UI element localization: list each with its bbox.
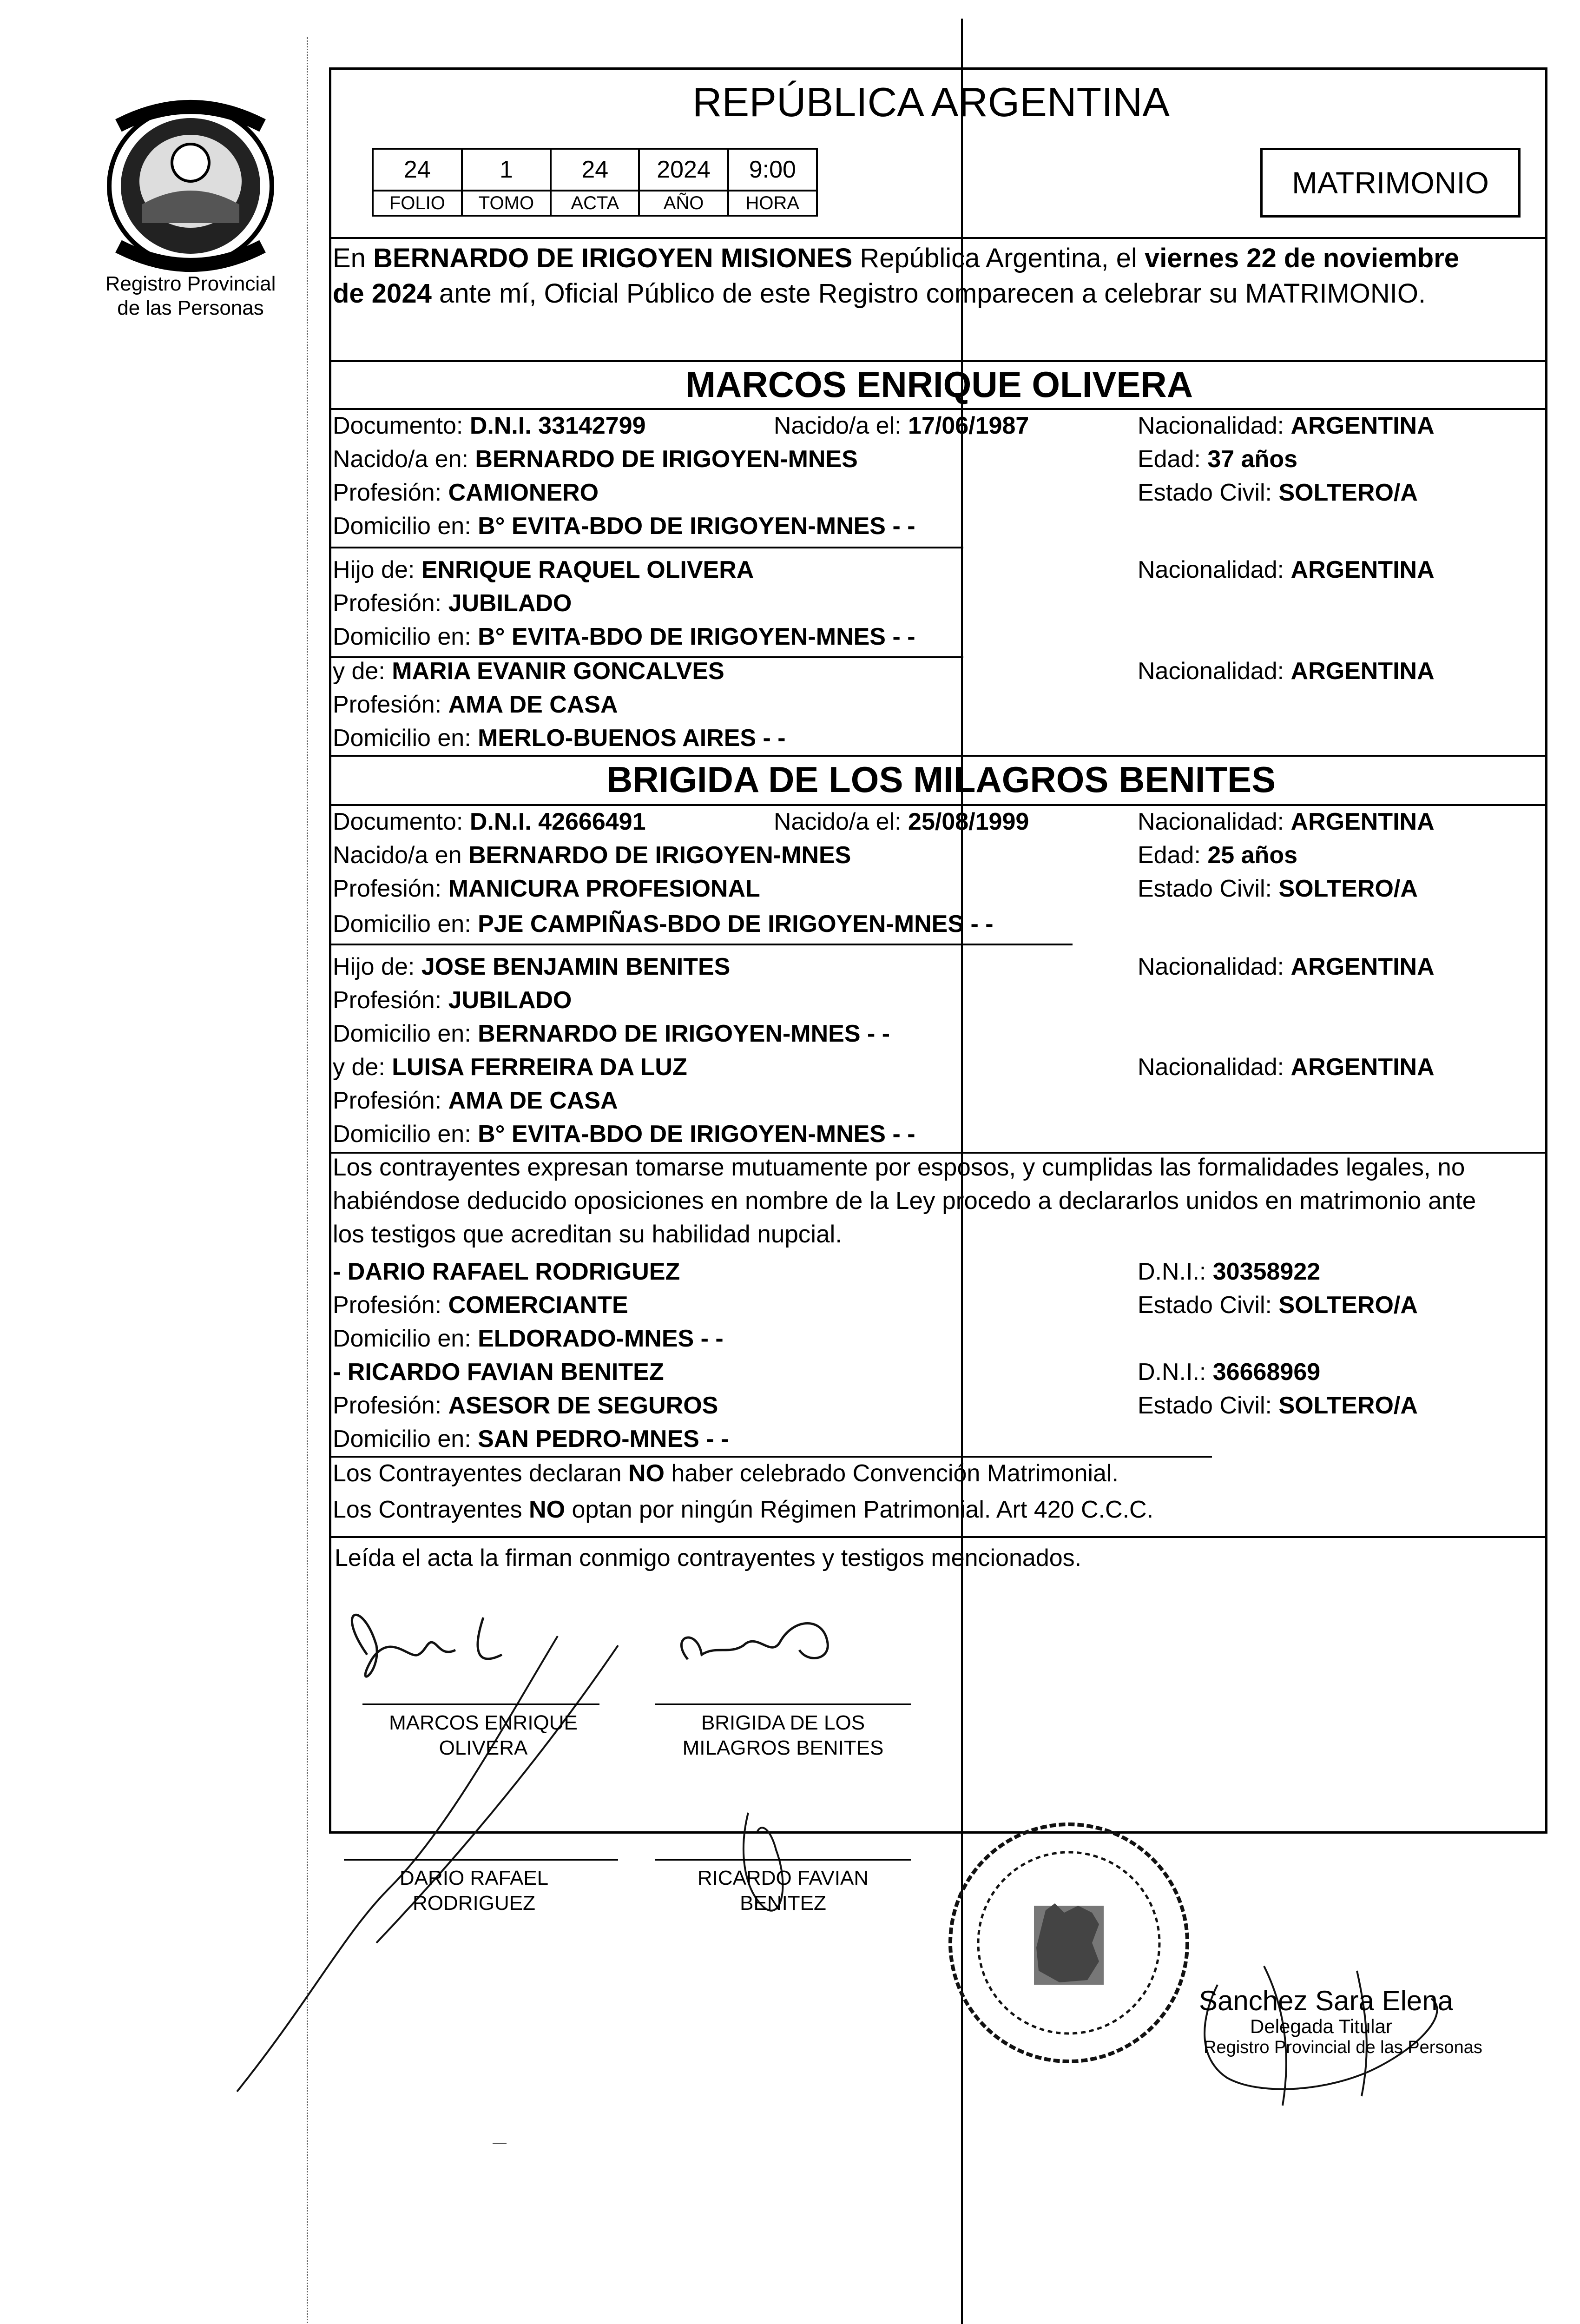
official-stamp-icon [939, 1813, 1199, 2073]
anio-caption: AÑO [639, 191, 728, 216]
witness1-address: Domicilio en: ELDORADO-MNES - - [333, 1325, 724, 1352]
witness1-civil-status: Estado Civil: SOLTERO/A [1138, 1292, 1418, 1319]
country-title: REPÚBLICA ARGENTINA [692, 79, 1170, 125]
c2-civil-status: Estado Civil: SOLTERO/A [1138, 875, 1418, 902]
c2-mother-profession: Profesión: AMA DE CASA [333, 1087, 618, 1114]
c1-nationality: Nacionalidad: ARGENTINA [1138, 412, 1435, 439]
sig-ricardo-caption: RICARDO FAVIAN BENITEZ [697, 1867, 869, 1915]
witness1-name: - DARIO RAFAEL RODRIGUEZ [333, 1258, 680, 1285]
c1-father-address: Domicilio en: B° EVITA-BDO DE IRIGOYEN-MNES - - [333, 623, 915, 650]
acta-caption: ACTA [551, 191, 639, 216]
convention-divider [329, 1456, 1212, 1458]
contrayente2-name: BRIGIDA DE LOS MILAGROS BENITES [606, 759, 1276, 800]
official-role: Delegada Titular [1250, 2015, 1392, 2037]
c1-father-nationality: Nacionalidad: ARGENTINA [1138, 556, 1435, 583]
c2-document: Documento: D.N.I. 42666491 [333, 808, 646, 835]
sig-dario-caption: DARIO RAFAEL RODRIGUEZ [399, 1867, 549, 1915]
c1-civil-status: Estado Civil: SOLTERO/A [1138, 479, 1418, 506]
tomo-value: 1 [462, 149, 551, 191]
c1-birthplace: Nacido/a en: BERNARDO DE IRIGOYEN-MNES [333, 446, 858, 473]
sig-brigida-caption: BRIGIDA DE LOS MILAGROS BENITES [682, 1711, 884, 1759]
intro-year: de 2024 [333, 278, 432, 309]
declaration-line-1: Los contrayentes expresan tomarse mutuamente por esposos, y cumplidas las formalidades legales, no [333, 1154, 1465, 1181]
anio-value: 2024 [639, 149, 728, 191]
intro-date: viernes 22 de noviembre [1145, 243, 1460, 273]
declaration-line-3: los testigos que acreditan su habilidad nupcial. [333, 1221, 843, 1248]
doc-type-label: MATRIMONIO [1291, 165, 1489, 200]
c2-father-address: Domicilio en: BERNARDO DE IRIGOYEN-MNES - - [333, 1020, 890, 1047]
c1-address: Domicilio en: B° EVITA-BDO DE IRIGOYEN-MNES - - [333, 513, 915, 540]
witness1-profession: Profesión: COMERCIANTE [333, 1292, 628, 1319]
registry-logo [91, 98, 290, 274]
footer-dash [493, 2143, 507, 2144]
signature-brigida [681, 1624, 828, 1660]
hora-caption: HORA [728, 191, 817, 216]
c1-father-profession: Profesión: JUBILADO [333, 590, 572, 617]
signature-marcos [352, 1615, 455, 1677]
c2-age: Edad: 25 años [1138, 842, 1297, 869]
acta-value: 24 [551, 149, 639, 191]
contrayente2-divider [329, 804, 1547, 806]
official-name: Sanchez Sara Elena [1199, 1985, 1454, 2016]
c1-age: Edad: 37 años [1138, 446, 1297, 473]
c1-profession: Profesión: CAMIONERO [333, 479, 599, 506]
c2-birthplace: Nacido/a en BERNARDO DE IRIGOYEN-MNES [333, 842, 851, 869]
c1-father: Hijo de: ENRIQUE RAQUEL OLIVERA [333, 556, 754, 583]
witness2-dni: D.N.I.: 36668969 [1138, 1359, 1321, 1386]
c1-mother-nationality: Nacionalidad: ARGENTINA [1138, 658, 1435, 685]
c2-father: Hijo de: JOSE BENJAMIN BENITES [333, 953, 731, 980]
doc-type-box [1260, 148, 1521, 218]
c2-birth-date: Nacido/a el: 25/08/1999 [774, 808, 1029, 835]
c2-mother: y de: LUISA FERREIRA DA LUZ [333, 1054, 687, 1081]
witness2-profession: Profesión: ASESOR DE SEGUROS [333, 1392, 718, 1419]
c2-father-profession: Profesión: JUBILADO [333, 987, 572, 1014]
c1-birth-date: Nacido/a el: 17/06/1987 [774, 412, 1029, 439]
signature-strokes [223, 1590, 920, 2115]
c1-document: Documento: D.N.I. 33142799 [333, 412, 646, 439]
c1-mother-profession: Profesión: AMA DE CASA [333, 691, 618, 718]
record-table [372, 148, 818, 217]
witness1-dni: D.N.I.: 30358922 [1138, 1258, 1321, 1285]
c1-mother: y de: MARIA EVANIR GONCALVES [333, 658, 724, 685]
registry-name [74, 272, 307, 320]
closing-divider [329, 1536, 1547, 1538]
convention-line-2: Los Contrayentes NO optan por ningún Régimen Patrimonial. Art 420 C.C.C. [333, 1496, 1154, 1523]
contrayente1-divider [329, 408, 1547, 410]
c2-father-nationality: Nacionalidad: ARGENTINA [1138, 953, 1435, 980]
intro-divider [329, 360, 1547, 362]
contrayente1-name: MARCOS ENRIQUE OLIVERA [685, 364, 1193, 405]
hora-value: 9:00 [728, 149, 817, 191]
tomo-caption: TOMO [462, 191, 551, 216]
witness2-civil-status: Estado Civil: SOLTERO/A [1138, 1392, 1418, 1419]
header-divider [329, 237, 1547, 239]
c1-mother-address: Domicilio en: MERLO-BUENOS AIRES - - [333, 725, 786, 752]
closing-text: Leída el acta la firman conmigo contrayentes y testigos mencionados. [335, 1545, 1082, 1571]
provincial-seal-icon [91, 98, 290, 274]
signature-marcos-flourish [478, 1618, 502, 1659]
c2-address: Domicilio en: PJE CAMPIÑAS-BDO DE IRIGOYEN-MNES - - [333, 911, 994, 938]
c2-mother-nationality: Nacionalidad: ARGENTINA [1138, 1054, 1435, 1081]
folio-value: 24 [373, 149, 462, 191]
witness2-address: Domicilio en: SAN PEDRO-MNES - - [333, 1426, 729, 1452]
declaration-line-2: habiéndose deducido oposiciones en nombre de la Ley procedo a declararlos unidos en matrimonio ante [333, 1187, 1476, 1215]
intro-line-1: En BERNARDO DE IRIGOYEN MISIONES República Argentina, el viernes 22 de noviembre [333, 243, 1460, 273]
official-org: Registro Provincial de las Personas [1204, 2038, 1482, 2057]
intro-line-2: de 2024 ante mí, Oficial Público de este Registro comparecen a celebrar su MATRIMONIO. [333, 278, 1426, 309]
intro-place: BERNARDO DE IRIGOYEN MISIONES [373, 243, 853, 273]
sig-marcos-caption: MARCOS ENRIQUE OLIVERA [389, 1711, 578, 1759]
c2-profession: Profesión: MANICURA PROFESIONAL [333, 875, 760, 902]
c2-nationality: Nacionalidad: ARGENTINA [1138, 808, 1435, 835]
registry-name-line1: Registro Provincial [105, 272, 276, 295]
contrayente2-top-divider [329, 755, 1547, 757]
convention-line-1: Los Contrayentes declaran NO haber celebrado Convención Matrimonial. [333, 1460, 1119, 1487]
registry-name-line2: de las Personas [117, 297, 264, 319]
folio-caption: FOLIO [373, 191, 462, 216]
witness2-name: - RICARDO FAVIAN BENITEZ [333, 1359, 664, 1386]
c2-mother-address: Domicilio en: B° EVITA-BDO DE IRIGOYEN-MNES - - [333, 1121, 915, 1148]
